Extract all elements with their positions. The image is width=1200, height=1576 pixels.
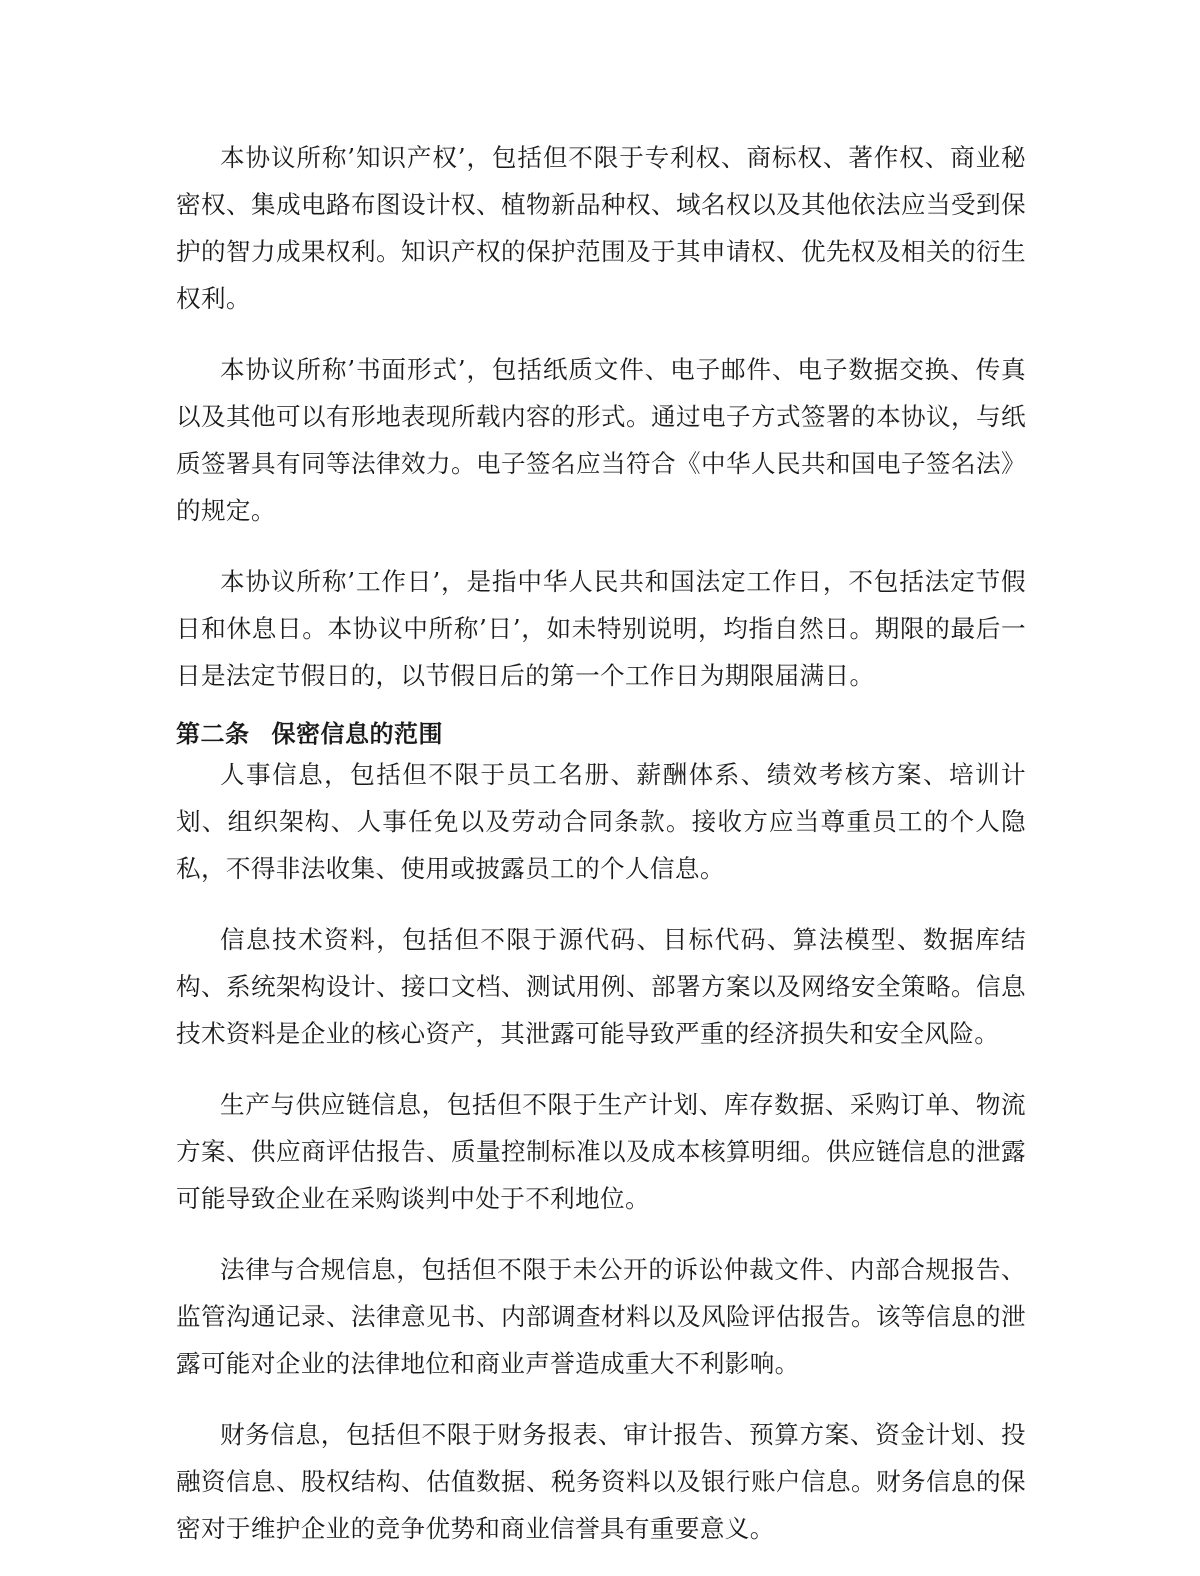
document-page xyxy=(176,134,1026,1576)
paragraph-financial-info: 财务信息，包括但不限于财务报表、审计报告、预算方案、资金计划、投融资信息、股权结构、估值数据、税务资料以及银行账户信息。财务信息的保密对于维护企业的竞争优势和商业信誉具有重要意义。 xyxy=(176,1420,1026,1543)
paragraph-hr-info: 人事信息，包括但不限于员工名册、薪酬体系、绩效考核方案、培训计划、组织架构、人事任免以及劳动合同条款。接收方应当尊重员工的个人隐私，不得非法收集、使用或披露员工的个人信息。 xyxy=(176,760,1026,883)
paragraph-legal-info: 法律与合规信息，包括但不限于未公开的诉讼仲裁文件、内部合规报告、监管沟通记录、法律意见书、内部调查材料以及风险评估报告。该等信息的泄露可能对企业的法律地位和商业声誉造成重大不利影响。 xyxy=(176,1255,1026,1378)
section-number: 第二条 xyxy=(176,720,250,748)
paragraph-it-info: 信息技术资料，包括但不限于源代码、目标代码、算法模型、数据库结构、系统架构设计、接口文档、测试用例、部署方案以及网络安全策略。信息技术资料是企业的核心资产，其泄露可能导致严重的经济损失和安全风险。 xyxy=(176,925,1026,1048)
paragraph-working-day: 本协议所称’工作日’，是指中华人民共和国法定工作日，不包括法定节假日和休息日。本协议中所称’日’，如未特别说明，均指自然日。期限的最后一日是法定节假日的，以节假日后的第一个工作日为期限届满日。 xyxy=(176,567,1026,690)
paragraph-intellectual-property: 本协议所称’知识产权’，包括但不限于专利权、商标权、著作权、商业秘密权、集成电路布图设计权、植物新品种权、域名权以及其他依法应当受到保护的智力成果权利。知识产权的保护范围及于其申请权、优先权及相关的衍生权利。 xyxy=(176,143,1026,313)
section-title: 保密信息的范围 xyxy=(271,720,443,748)
paragraph-supply-chain-info: 生产与供应链信息，包括但不限于生产计划、库存数据、采购订单、物流方案、供应商评估报告、质量控制标准以及成本核算明细。供应链信息的泄露可能导致企业在采购谈判中处于不利地位。 xyxy=(176,1090,1026,1213)
section-heading xyxy=(176,717,1026,751)
paragraph-written-form: 本协议所称’书面形式’，包括纸质文件、电子邮件、电子数据交换、传真以及其他可以有形地表现所载内容的形式。通过电子方式签署的本协议，与纸质签署具有同等法律效力。电子签名应当符合《中华人民共和国电子签名法》的规定。 xyxy=(176,355,1026,525)
